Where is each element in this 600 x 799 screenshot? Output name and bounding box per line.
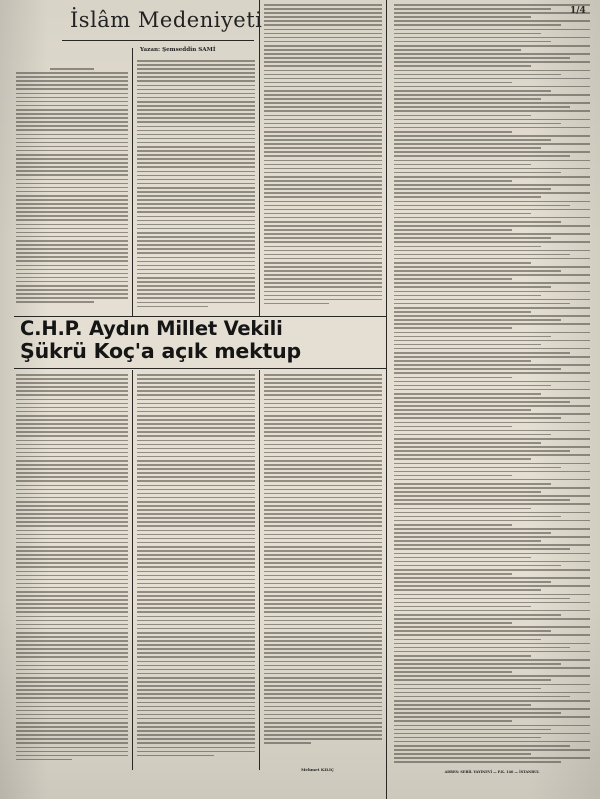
article-column-3 — [264, 4, 382, 314]
column-title: İslâm Medeniyeti — [70, 8, 263, 32]
headline-line-1: C.H.P. Aydın Millet Vekili — [20, 317, 283, 340]
page-corner-mark: 1/4 — [570, 6, 586, 16]
letter-column-2 — [137, 374, 255, 768]
article-column-2 — [137, 60, 255, 314]
article-headline — [20, 318, 390, 362]
headline-line-2: Şükrü Koç'a açık mektup — [20, 339, 301, 363]
section-rule — [14, 368, 386, 369]
book-list-column — [394, 4, 590, 764]
letter-signature: Mehmet KILIÇ — [301, 767, 335, 772]
column-rule — [132, 370, 133, 770]
letter-column-3 — [264, 374, 382, 762]
column-rule — [259, 0, 260, 316]
book-list-footer: ADRES: SEBİL YAYINEVİ — P.K. 146 — İSTANBUL — [444, 770, 540, 774]
article-column-1 — [16, 68, 128, 312]
letter-column-1 — [16, 374, 128, 768]
column-rule — [132, 48, 133, 316]
column-rule — [386, 0, 387, 799]
column-byline: Yazan: Şemseddin SAMİ — [140, 47, 216, 53]
column-rule — [259, 370, 260, 770]
